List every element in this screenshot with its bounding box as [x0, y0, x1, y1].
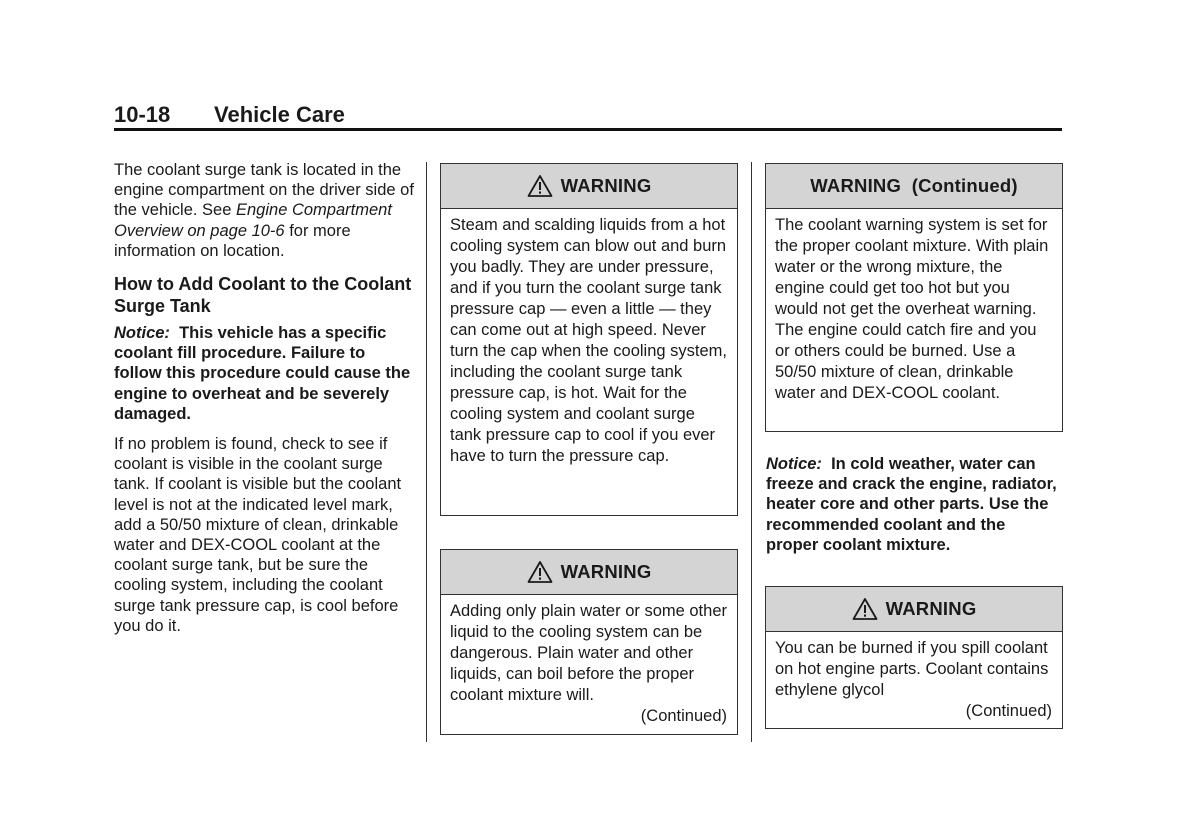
notice-text: This vehicle has a specific coolant fill procedure. Failure to follow this procedure could cause the engine to overheat and be severely damaged. [114, 324, 411, 423]
cross-reference-link[interactable]: Engine Compartment Overview on page 10-6 [114, 201, 392, 240]
warning-triangle-icon [527, 560, 553, 584]
header-text [114, 100, 1062, 130]
warning-triangle-icon [527, 174, 553, 198]
warning-header [766, 587, 1062, 632]
notice-paragraph [114, 323, 414, 424]
body-paragraph: If no problem is found, check to see if coolant is visible in the coolant surge tank. If coolant is visible but the coolant level is not at the indicated level mark, add a 50/50 mixture of clean, drinkable water and DEX-COOL coolant at the coolant surge tank, but be sure the cooling system, including the coolant surge tank pressure cap, is cool before you do it. [114, 435, 402, 635]
warning-box-continued [765, 163, 1063, 432]
subheading: How to Add Coolant to the Coolant Surge Tank [114, 274, 412, 317]
page-number: 10-18 [114, 102, 171, 127]
intro-text: The coolant surge tank is located in the engine compartment on the driver side of the vehicle. See [114, 161, 414, 220]
warning-title: WARNING [885, 598, 977, 619]
notice-label: Notice: [766, 455, 822, 473]
column-divider-right [751, 162, 752, 742]
warning-header [441, 550, 737, 595]
warning-body: Adding only plain water or some other liquid to the cooling system can be dangerous. Plain water and other liquids, can boil before the proper coolant mixture will. [450, 602, 727, 704]
warning-box-burn [765, 586, 1063, 729]
warning-box-plain-water [440, 549, 738, 735]
header-rule [114, 128, 1062, 131]
warning-title: WARNING (Continued) [810, 175, 1018, 196]
continued-label: (Continued) [965, 702, 1052, 720]
warning-body: Steam and scalding liquids from a hot cooling system can blow out and burn you badly. They are under pressure, and if you turn the coolant surge tank pressure cap — even a little — they can come out at high speed. Never turn the cap when the cooling system, including the coolant surge tank pressure cap, is hot. Wait for the cooling system and coolant surge tank pressure cap to cool if you ever have to turn the pressure cap. [450, 216, 727, 465]
column-divider-left [426, 162, 427, 742]
notice-text: In cold weather, water can freeze and crack the engine, radiator, heater core and other parts. Use the recommended coolant and the proper coolant mixture. [766, 455, 1057, 554]
intro-paragraph [114, 160, 414, 261]
notice-label: Notice: [114, 324, 170, 343]
column-1 [114, 160, 414, 636]
page-header [114, 100, 1062, 130]
warning-triangle-icon [852, 597, 878, 621]
continued-label: (Continued) [640, 707, 727, 725]
warning-body: You can be burned if you spill coolant on hot engine parts. Coolant contains ethylene glycol [775, 639, 1049, 699]
warning-title: WARNING [560, 561, 652, 582]
notice-paragraph-cold-weather [766, 454, 1062, 555]
intro-text-end: for more information on location. [114, 221, 351, 260]
warning-header [766, 164, 1062, 209]
section-title: Vehicle Care [214, 102, 345, 127]
warning-header [441, 164, 737, 209]
warning-title: WARNING [560, 175, 652, 196]
warning-body: The coolant warning system is set for the proper coolant mixture. With plain water or the wrong mixture, the engine could get too hot but you would not get the overheat warning. The engine could catch fire and you or others could be burned. Use a 50/50 mixture of clean, drinkable water and DEX-COOL coolant. [775, 216, 1049, 402]
warning-box-steam [440, 163, 738, 516]
